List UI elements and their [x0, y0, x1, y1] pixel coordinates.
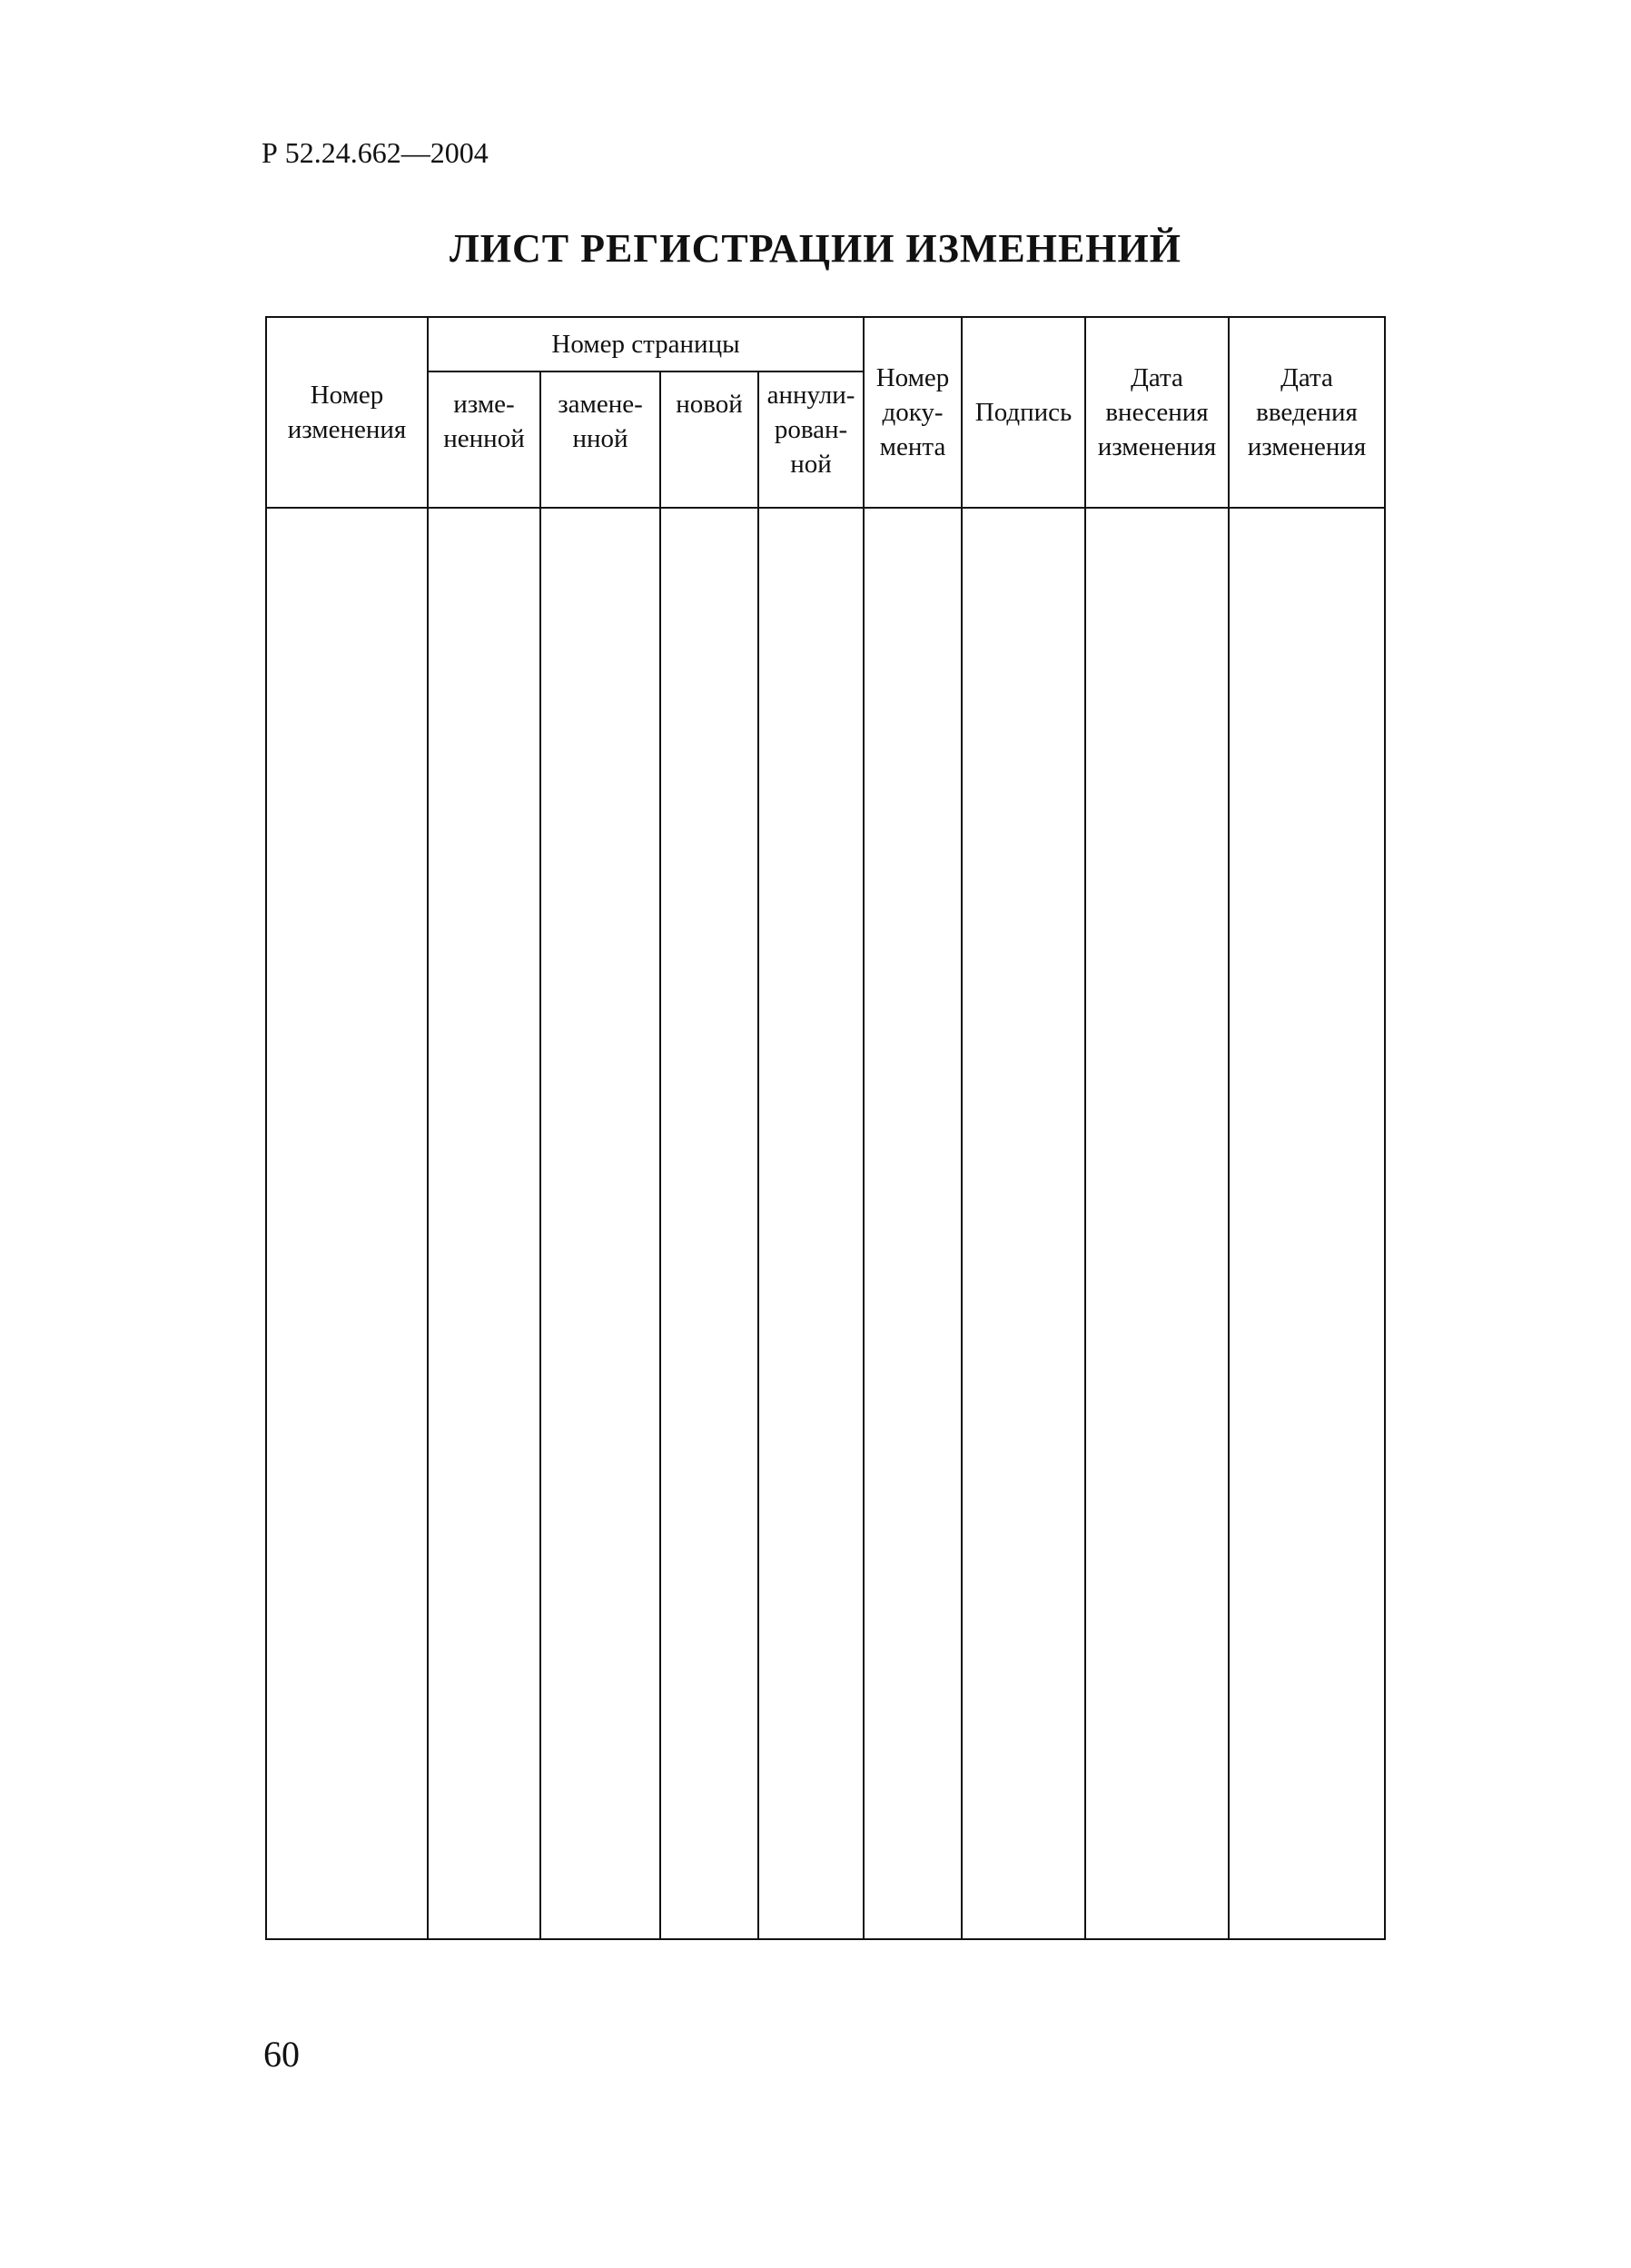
change-registration-table — [265, 316, 1386, 1940]
header-annulled-page-label: аннули-рован-ной — [766, 381, 855, 479]
cell-annulled-page — [758, 508, 864, 1939]
header-replaced-page-label: замене-нной — [558, 390, 643, 453]
header-new-page — [660, 371, 758, 508]
cell-replaced-page — [540, 508, 660, 1939]
document-code: Р 52.24.662—2004 — [262, 136, 489, 169]
cell-changed-page — [428, 508, 540, 1939]
header-date-entered-label: Дата внесения изменения — [1097, 363, 1217, 461]
header-annulled-page — [758, 371, 864, 508]
header-change-number-label: Номер изменения — [287, 381, 407, 444]
header-changed-page — [428, 371, 540, 508]
cell-date-introduced — [1229, 508, 1385, 1939]
header-replaced-page — [540, 371, 660, 508]
header-changed-page-label: изме-ненной — [443, 390, 525, 453]
cell-date-entered — [1085, 508, 1229, 1939]
cell-signature — [962, 508, 1085, 1939]
header-date-introduced — [1229, 317, 1385, 508]
table-row — [266, 508, 1385, 1939]
cell-new-page — [660, 508, 758, 1939]
page-number: 60 — [263, 2034, 300, 2075]
header-new-page-label: новой — [676, 390, 743, 419]
header-date-entered — [1085, 317, 1229, 508]
page-title: ЛИСТ РЕГИСТРАЦИИ ИЗМЕНЕНИЙ — [450, 226, 1181, 271]
cell-document-number — [864, 508, 962, 1939]
header-page-number-group: Номер страницы — [428, 317, 864, 371]
header-document-number-label: Номер доку-мента — [875, 363, 950, 461]
cell-change-number — [266, 508, 428, 1939]
header-change-number — [266, 317, 428, 508]
header-signature: Подпись — [962, 317, 1085, 508]
header-date-introduced-label: Дата введения изменения — [1247, 363, 1367, 461]
header-document-number — [864, 317, 962, 508]
